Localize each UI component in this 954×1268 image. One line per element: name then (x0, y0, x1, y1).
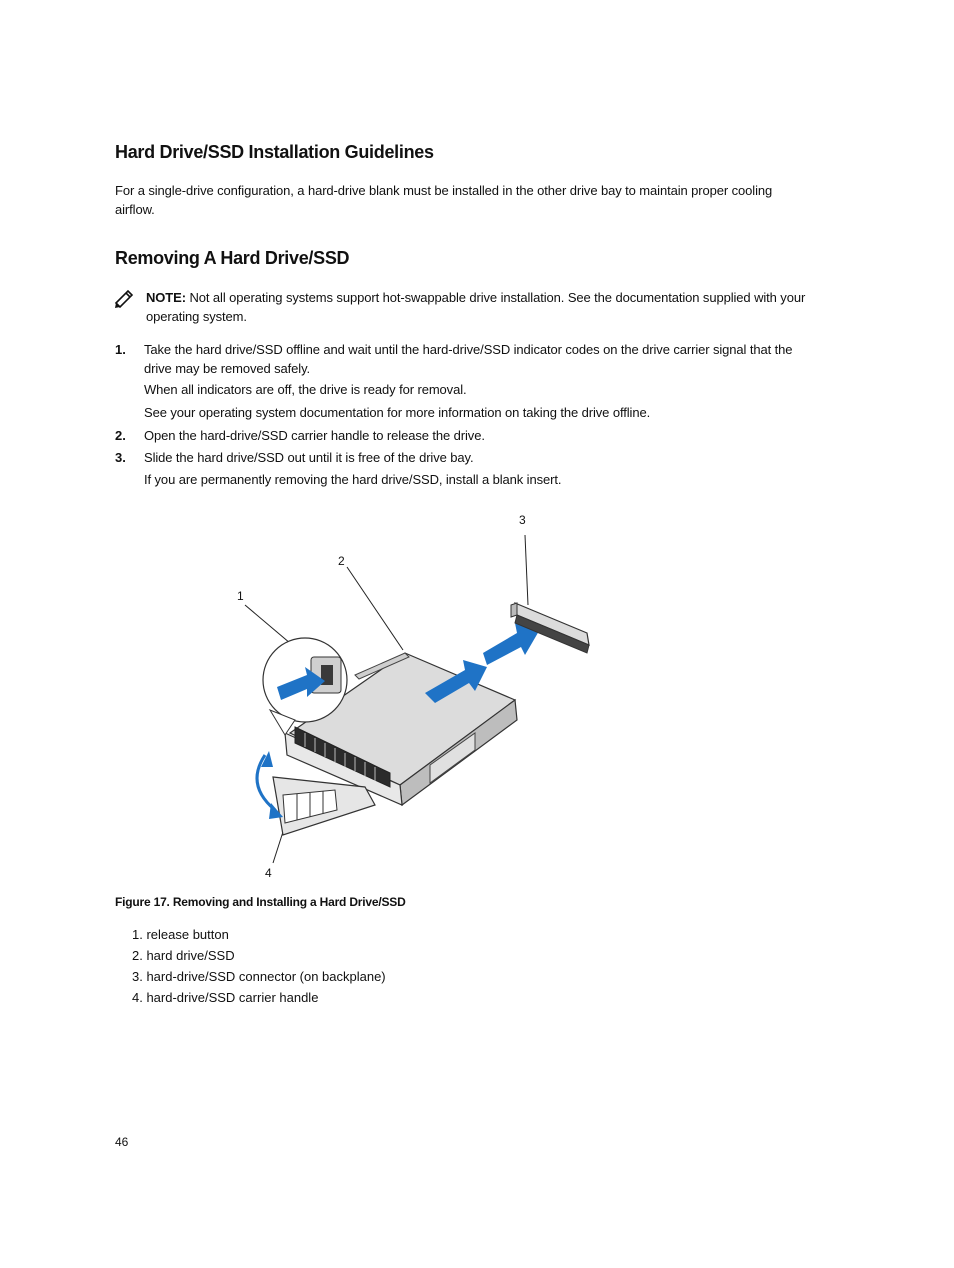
step-subtext: When all indicators are off, the drive is ready for removal. (144, 382, 467, 397)
step-subtext: If you are permanently removing the hard drive/SSD, install a blank insert. (144, 472, 562, 487)
legend-item: 4. hard-drive/SSD carrier handle (132, 990, 319, 1005)
step-number: 2. (115, 428, 126, 443)
callout-number: 4 (265, 866, 272, 880)
guidelines-paragraph: For a single-drive configuration, a hard-drive blank must be installed in the other drive bay to maintain proper cooling airflow. (115, 183, 773, 217)
figure-caption: Figure 17. Removing and Installing a Hard Drive/SSD (115, 895, 406, 909)
legend-item: 1. release button (132, 927, 229, 942)
step-text: Slide the hard drive/SSD out until it is free of the drive bay. (144, 450, 474, 465)
callout-number: 1 (237, 589, 244, 603)
legend-item: 2. hard drive/SSD (132, 948, 235, 963)
note-label: NOTE: (146, 290, 186, 305)
section-heading-installation-guidelines: Hard Drive/SSD Installation Guidelines (115, 142, 434, 162)
note-block (146, 288, 806, 326)
step-text: Open the hard-drive/SSD carrier handle to release the drive. (144, 428, 485, 443)
callout-number: 3 (519, 513, 526, 527)
step-subtext: See your operating system documentation for more information on taking the drive offline. (144, 405, 651, 420)
step-number: 1. (115, 342, 126, 357)
step-number: 3. (115, 450, 126, 465)
step-text: Take the hard drive/SSD offline and wait until the hard-drive/SSD indicator codes on the drive carrier signal that the drive may be removed safely. (144, 342, 793, 376)
note-text: Not all operating systems support hot-swappable drive installation. See the documentation supplied with your operating system. (146, 290, 806, 324)
hard-drive-removal-illustration (225, 505, 605, 885)
pencil-note-icon (113, 288, 135, 308)
legend-item: 3. hard-drive/SSD connector (on backplane) (132, 969, 386, 984)
section-heading-removing-drive: Removing A Hard Drive/SSD (115, 248, 350, 268)
callout-number: 2 (338, 554, 345, 568)
page-number: 46 (115, 1135, 129, 1149)
